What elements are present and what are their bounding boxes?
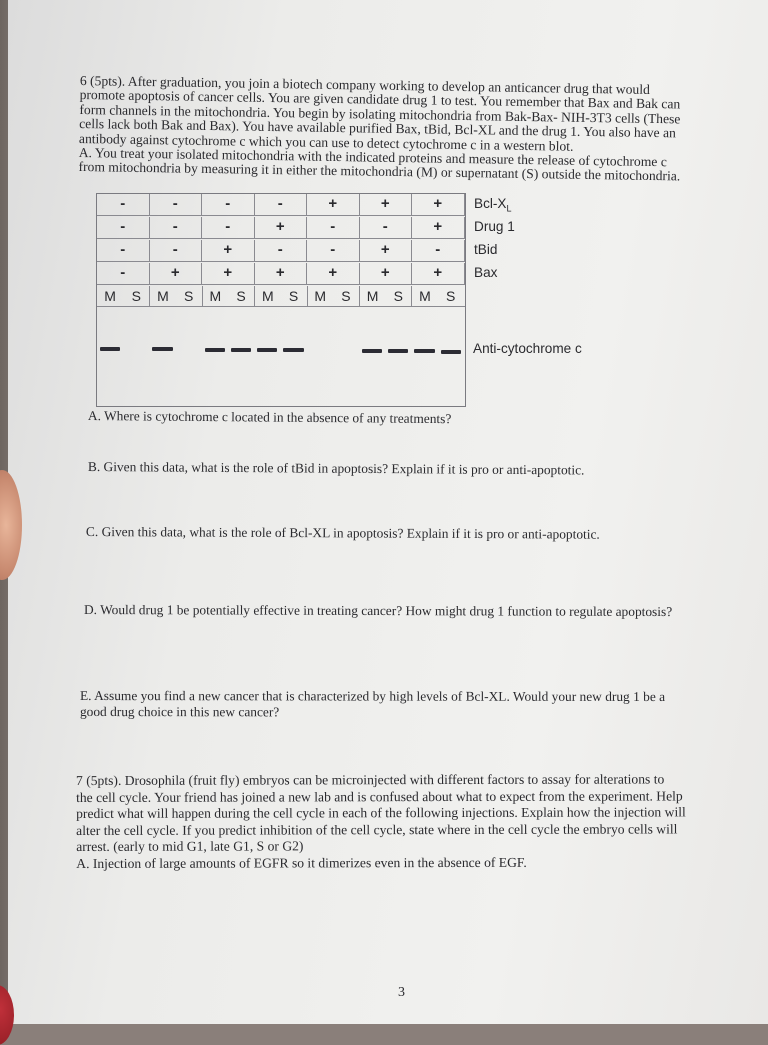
cytochrome-c-band [257,348,277,352]
treatment-cell: + [360,263,413,284]
cytochrome-c-band [100,347,120,351]
supernatant-label: S [341,288,351,304]
treatment-cell: - [202,194,255,215]
cytochrome-c-band [414,349,434,353]
question-6e: E. Assume you find a new cancer that is characterized by high levels of Bcl-XL. Would your new drug 1 be a good drug choice in this new cancer? [79,688,666,720]
treatment-cell: - [97,240,150,261]
page-number: 3 [398,985,405,1000]
treatment-cell: - [150,217,203,238]
treatment-cell: + [202,263,255,284]
treatment-cell: - [202,217,255,238]
treatment-cell: - [307,240,360,261]
cytochrome-c-band [362,349,382,353]
question-6-text: 6 (5pts). After graduation, you join a biotech company working to develop an anticancer drug that would promote apoptosis of cancer cells. You are given candidate drug 1 to test. You remember that Bax and Bak can form channels in the mitochondria. You begin by isolating mitochondria from Bak-Bax- NIH-3T3 cells (These cells lack both Bak and Bax). You have available purified Bax, tBid, Bcl-XL and the drug 1. You also have an antibody against cytochrome c which you can use to detect cytochrome c in a western blot. A. You treat your isolated mitochondria with the indicated proteins and measure the release of cytochrome c from mitochondria by measuring it in either the mitochondria (M) or supernatant (S) outside the mitochondria. [78,73,681,184]
mitochondria-label: M [359,286,385,306]
treatment-cell: + [412,263,465,284]
treatment-cell: - [150,194,203,215]
supernatant-label: S [288,288,299,304]
cytochrome-c-band [283,348,303,352]
treatment-cell: - [412,240,465,261]
treatment-cell: + [150,263,203,284]
supernatant-label: S [446,288,456,304]
treatment-row [97,240,465,262]
row-label: tBid [474,242,498,257]
antibody-label: Anti-cytochrome c [473,341,582,356]
treatment-cell: + [255,263,308,284]
treatment-cell: + [307,263,360,284]
cytochrome-c-band [231,348,251,352]
treatment-cell: + [202,240,255,261]
question-6d: D. Would drug 1 be potentially effective in treating cancer? How might drug 1 function to regulate apoptosis? [83,602,673,620]
treatment-cell: + [412,194,465,215]
treatment-cell: - [307,217,360,238]
mitochondria-label: M [307,286,333,306]
mitochondria-label: M [149,286,175,306]
question-6a: A. Where is cytochrome c located in the absence of any treatments? [87,408,452,427]
treatment-cell: + [307,194,360,215]
treatment-cell: + [360,240,413,261]
supernatant-label: S [393,288,403,304]
treatment-cell: - [360,217,413,238]
cytochrome-c-band [205,348,225,352]
treatment-cell: + [412,217,465,238]
supernatant-label: S [184,288,194,304]
treatment-cell: + [360,194,413,215]
treatment-row [97,263,465,285]
cytochrome-c-band [441,350,461,354]
treatment-row [97,194,465,216]
treatment-cell: - [97,194,150,215]
treatment-cell: - [97,263,150,284]
cytochrome-c-band [388,349,408,353]
supernatant-label: S [131,288,141,304]
mitochondria-label: M [254,286,280,306]
cytochrome-c-band [152,347,172,351]
question-7-text: 7 (5pts). Drosophila (fruit fly) embryos can be microinjected with different factors to assay for alterations to the cell cycle. Your friend has joined a new lab and is confused about what to expect from the experiment. Help predict what will happen during the cell cycle in each of the following injections. Explain how the injection will alter the cell cycle. If you predict inhibition of the cell cycle, state where in the cell cycle the embryo cells will arrest. (early to mid G1, late G1, S or G2) A. Injection of large amounts of EGFR so it dimerizes even in the absence of EGF. [76,771,686,871]
treatment-row [97,217,465,239]
mitochondria-label: M [104,288,116,304]
fraction-labels-row [97,286,465,307]
mitochondria-label: M [202,286,228,306]
treatment-cell: - [97,217,150,238]
row-label: Drug 1 [474,219,515,234]
treatment-cell: - [150,240,203,261]
supernatant-label: S [236,288,246,304]
row-label: Bcl-$X_L$ [474,196,512,214]
mitochondria-label: M [411,286,437,306]
treatment-cell: - [255,194,308,215]
question-6b: B. Given this data, what is the role of tBid in apoptosis? Explain if it is pro or anti-apoptotic. [87,459,585,478]
treatment-cell: - [255,240,308,261]
question-6c: C. Given this data, what is the role of Bcl-XL in apoptosis? Explain if it is pro or anti-apoptotic. [85,524,600,542]
western-blot-table [96,193,466,407]
treatment-cell: + [255,217,308,238]
row-label: Bax [474,265,498,280]
